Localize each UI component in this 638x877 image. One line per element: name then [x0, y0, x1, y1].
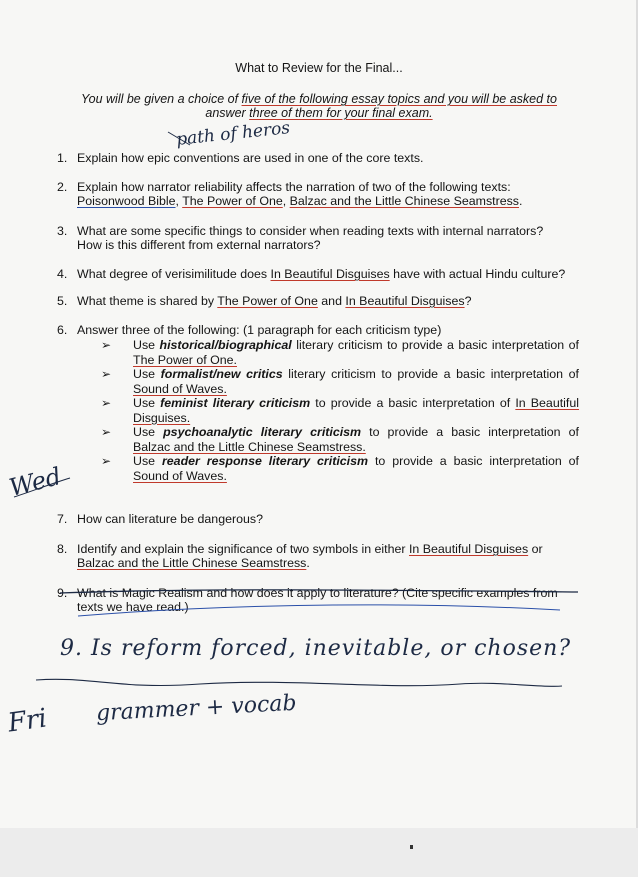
page-title: What to Review for the Final...: [235, 61, 403, 75]
text: literary criticism to provide a basic interpretation of: [291, 338, 579, 352]
handwritten-note-path-of-heros: path of heros: [175, 118, 291, 150]
text: to provide a basic interpretation of: [310, 396, 516, 410]
separator: ,: [282, 194, 290, 208]
item-4-pre: What degree of verisimilitude does: [77, 267, 271, 281]
item-3-line-2: How is this different from external narrators?: [77, 238, 321, 252]
item-7-text: How can literature be dangerous?: [77, 512, 263, 526]
item-5-post: ?: [464, 294, 472, 308]
text: Use: [133, 396, 161, 410]
handwritten-margin-wed: Wed: [6, 462, 64, 502]
criticism-type: formalist/new critics: [160, 367, 283, 381]
book-poisonwood: Poisonwood Bible: [77, 194, 176, 208]
criticism-type: historical/biographical: [159, 338, 292, 352]
bullet-arrow-icon: ➢: [101, 425, 112, 439]
text: to provide a basic interpretation of: [368, 454, 579, 468]
book-title: Sound of Waves.: [133, 381, 227, 396]
text: Use: [133, 338, 160, 352]
strikethrough-line: [60, 590, 578, 593]
book-title: Sound of Waves.: [133, 468, 227, 483]
bullet-arrow-icon: ➢: [101, 454, 112, 468]
text: Use: [133, 367, 161, 381]
book-title: The Power of One.: [133, 352, 237, 367]
period: .: [519, 194, 523, 208]
intro-text: You will be given a choice of: [81, 92, 242, 106]
book-power-of-one: The Power of One: [217, 294, 318, 308]
item-6-text: Answer three of the following: (1 paragraph for each criticism type): [77, 323, 442, 337]
item-number-1: 1.: [57, 151, 68, 165]
intro-underlined-text-2: three of them for your final exam.: [249, 106, 433, 120]
item-1-text: Explain how epic conventions are used in one of the core texts.: [77, 151, 424, 165]
item-number-6: 6.: [57, 323, 68, 337]
item-number-2: 2.: [57, 180, 68, 194]
book-power-of-one: The Power of One: [182, 194, 283, 208]
item-number-8: 8.: [57, 542, 68, 556]
criticism-type: psychoanalytic literary criticism: [163, 425, 362, 439]
criticism-type: feminist literary criticism: [160, 396, 311, 410]
book-in-beautiful-disguises: In Beautiful Disguises: [408, 542, 529, 556]
item-3-line-1: What are some specific things to consider when reading texts with internal narrators?: [77, 224, 544, 238]
book-balzac: Balzac and the Little Chinese Seamstress: [289, 194, 519, 208]
handwritten-grammar-vocab: grammer + vocab: [95, 690, 298, 727]
period: .: [306, 556, 310, 570]
separator: ,: [175, 194, 183, 208]
strikethrough-curve: [78, 605, 560, 616]
text: Use: [133, 425, 164, 439]
scanner-bottom-strip: [0, 828, 638, 877]
item-number-5: 5.: [57, 294, 68, 308]
item-8-post: or: [528, 542, 543, 556]
text: literary criticism to provide a basic interpretation of: [282, 367, 579, 381]
item-number-9: 9.: [57, 586, 68, 600]
note-arrow: [168, 132, 190, 145]
item-number-7: 7.: [57, 512, 68, 526]
handwritten-underline: [36, 679, 562, 686]
book-in-beautiful-disguises: In Beautiful Disguises: [270, 267, 390, 281]
book-title: Balzac and the Little Chinese Seamstress.: [133, 439, 366, 454]
bullet-arrow-icon: ➢: [101, 367, 112, 381]
scan-dot: [410, 845, 413, 849]
item-2-line-1: Explain how narrator reliability affects the narration of two of the following texts:: [77, 180, 511, 194]
item-4-post: have with actual Hindu culture?: [389, 267, 566, 281]
wed-underline: [14, 478, 70, 497]
item-number-3: 3.: [57, 224, 68, 238]
book-title: In Beautiful: [515, 396, 580, 410]
book-title: Disguises.: [133, 410, 191, 425]
item-9-line-2: texts we have read.): [77, 600, 189, 614]
handwritten-item-9: 9. Is reform forced, inevitable, or chosen?: [60, 636, 572, 661]
book-balzac: Balzac and the Little Chinese Seamstress: [77, 556, 307, 570]
text: Use: [133, 454, 162, 468]
criticism-type: reader response literary criticism: [161, 454, 369, 468]
intro-underlined-text: five of the following essay topics and you will be asked to: [241, 92, 557, 106]
bullet-arrow-icon: ➢: [101, 396, 112, 410]
item-number-4: 4.: [57, 267, 68, 281]
bullet-arrow-icon: ➢: [101, 338, 112, 352]
text: to provide a basic interpretation of: [361, 425, 579, 439]
item-5-pre: What theme is shared by: [77, 294, 218, 308]
handwritten-margin-fri: Fri: [6, 703, 49, 739]
item-9-line-1: What is Magic Realism and how does it apply to literature? (Cite specific examples from: [77, 586, 558, 600]
book-in-beautiful-disguises: In Beautiful Disguises: [345, 294, 465, 308]
item-5-mid: and: [317, 294, 346, 308]
item-8-pre: Identify and explain the significance of two symbols in either: [77, 542, 409, 556]
intro-text-2: answer: [205, 106, 250, 120]
